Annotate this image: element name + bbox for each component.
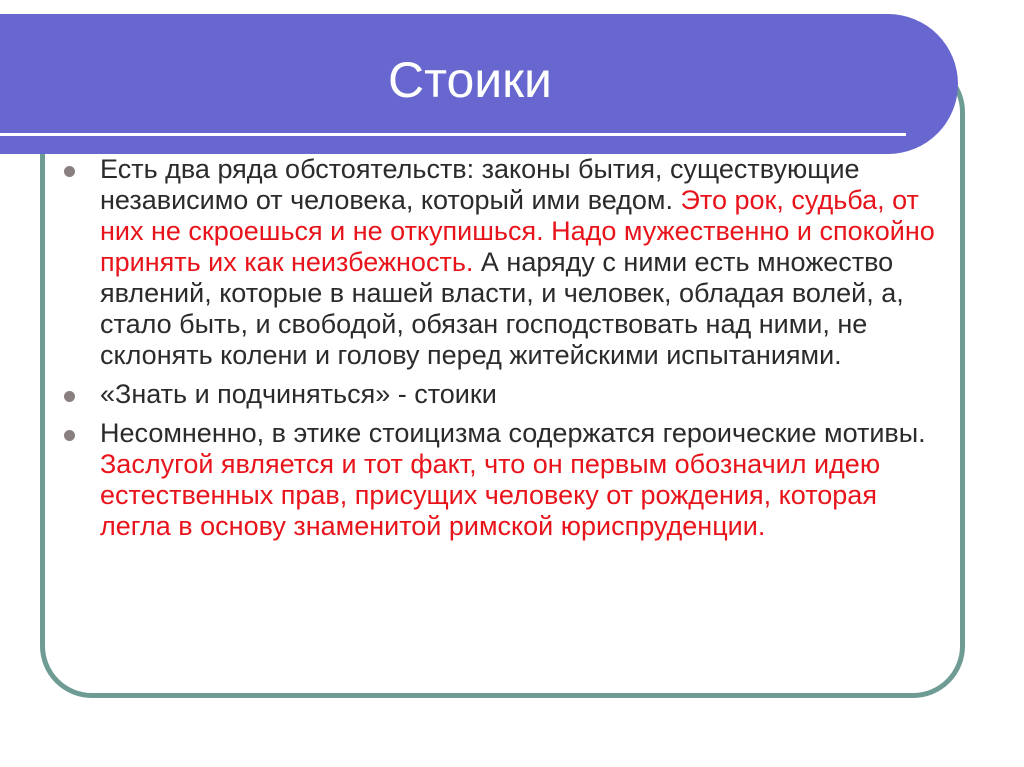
bullet-dot-icon xyxy=(64,391,75,402)
bullet-item xyxy=(60,379,940,410)
bullet-2-text: «Знать и подчиняться» - стоики xyxy=(100,379,497,409)
bullet-1-text-intro: Есть два ряда обстоятельств: законы бытия, существующие независимо от человека, который ими ведом. xyxy=(100,154,860,215)
bullet-3-text-highlight: Заслугой является и тот факт, что он первым обозначил идею естественных прав, присущих человеку от рождения, которая легла в основу знаменитой римской юриспруденции. xyxy=(100,449,881,541)
bullet-1-text-highlight: Это рок, судьба, от них не скроешься и не откупишься. Надо мужественно и спокойно принять их как неизбежность. xyxy=(100,185,935,277)
bullet-dot-icon xyxy=(64,430,75,441)
title-underline xyxy=(0,133,906,136)
slide-title: Стоики xyxy=(388,52,552,108)
bullet-item xyxy=(60,154,940,371)
bullet-list xyxy=(60,154,940,550)
bullet-item xyxy=(60,418,940,542)
bullet-3-text-intro: Несомненно, в этике стоицизма содержатся героические мотивы. xyxy=(100,418,926,448)
bullet-1-text-rest: А наряду с ними есть множество явлений, которые в нашей власти, и человек, обладая волей, а, стало быть, и свободой, обязан господствовать над ними, не склонять колени и голову перед житейскими испытаниями. xyxy=(100,247,904,370)
bullet-dot-icon xyxy=(64,166,75,177)
